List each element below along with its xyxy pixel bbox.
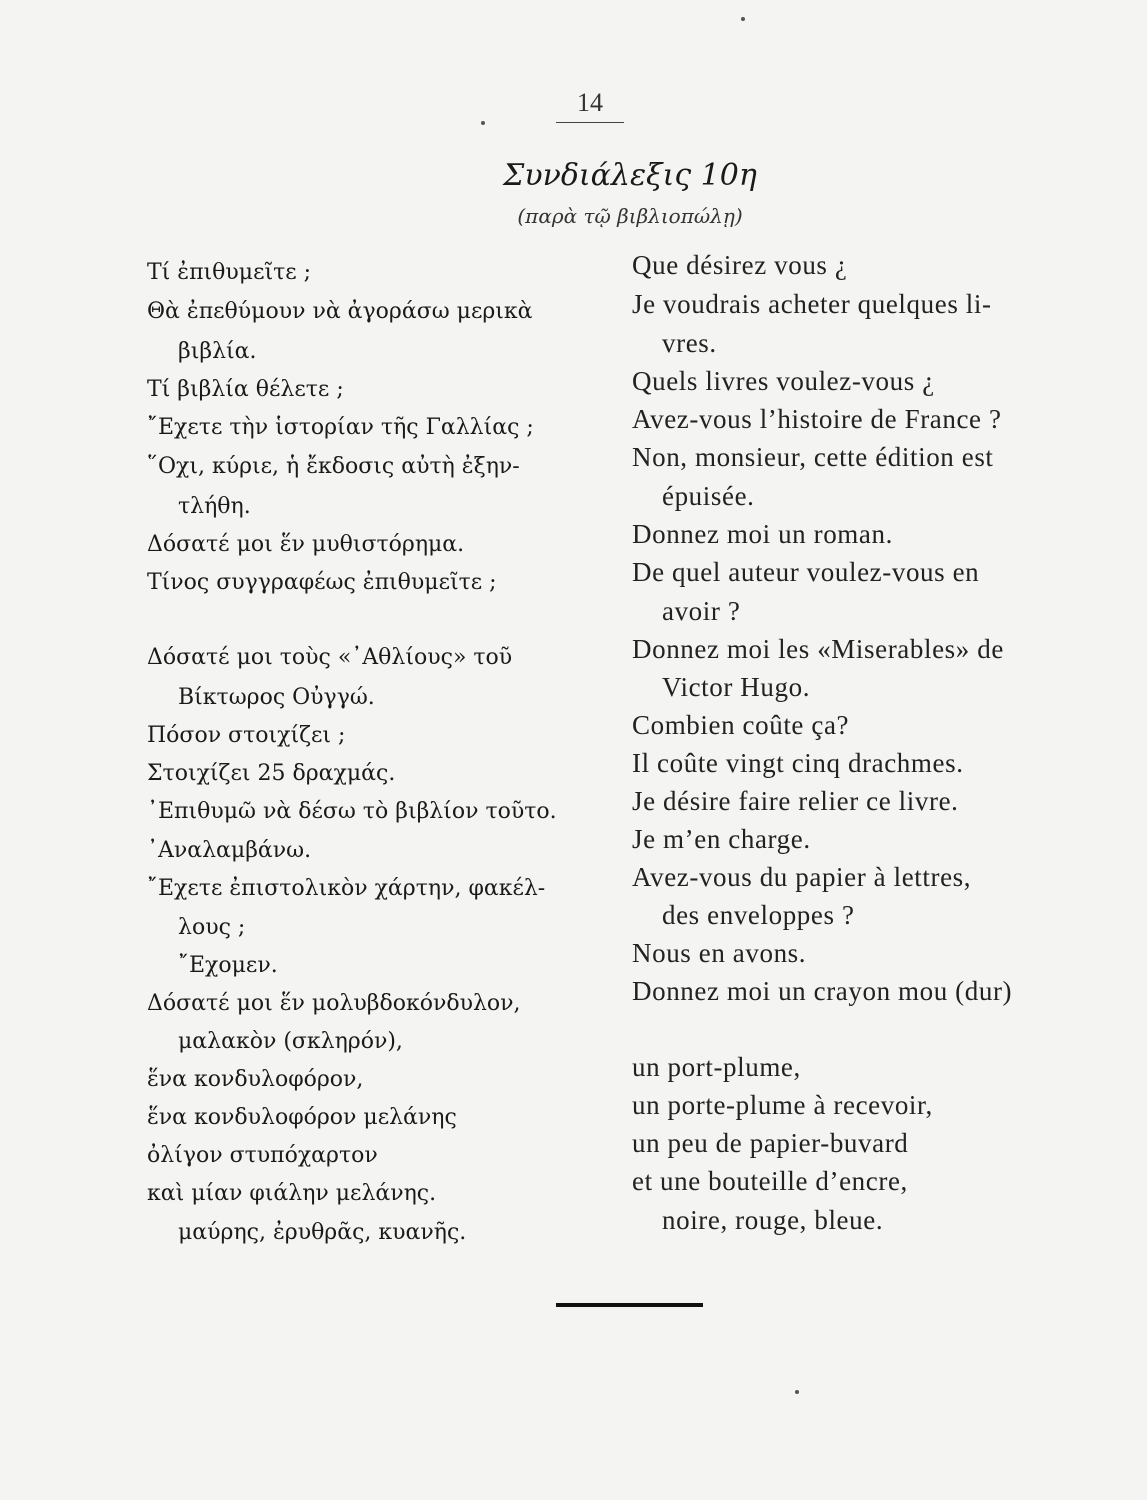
greek-line: καὶ μίαν φιάλην μελάνης.	[147, 1181, 437, 1206]
french-line: Il coûte vingt cinq drachmes.	[632, 748, 964, 778]
ink-speck	[481, 121, 485, 125]
french-line: Nous en avons.	[632, 938, 807, 968]
greek-line: Βίκτωρος Οὐγγώ.	[178, 685, 375, 710]
french-line: De quel auteur voulez-vous en	[632, 557, 980, 587]
greek-line: Δόσατέ μοι ἕν μολυβδοκόνδυλον,	[147, 991, 521, 1016]
greek-line: ὀλίγον στυπόχαρτον	[147, 1143, 378, 1168]
greek-line: Τί ἐπιθυμεῖτε ;	[147, 260, 312, 285]
greek-line: ῎Εχομεν.	[178, 953, 278, 978]
french-line: Que désirez vous ¿	[632, 250, 848, 280]
french-line: Je désire faire relier ce livre.	[632, 786, 959, 816]
french-line: Donnez moi un crayon mou (dur)	[632, 976, 1013, 1006]
greek-line: βιβλία.	[178, 339, 257, 364]
french-line: et une bouteille d’encre,	[632, 1166, 908, 1196]
french-line: Non, monsieur, cette édition est	[632, 442, 994, 472]
greek-line: μαλακὸν (σκληρόν),	[178, 1029, 403, 1054]
greek-line: Δόσατέ μοι τοὺς «᾿Αθλίους» τοῦ	[147, 645, 513, 670]
french-line: avoir ?	[662, 596, 741, 626]
greek-line: τλήθη.	[178, 494, 251, 519]
greek-line: ᾿Αναλαμβάνω.	[147, 838, 312, 863]
greek-line: ῞Οχι, κύριε, ἡ ἔκδοσις αὐτὴ ἐξην-	[147, 454, 520, 479]
french-line: Je m’en charge.	[632, 824, 811, 854]
french-line: Quels livres voulez-vous ¿	[632, 366, 935, 396]
greek-line: Πόσον στοιχίζει ;	[147, 723, 346, 748]
french-line: des enveloppes ?	[662, 900, 855, 930]
dialogue-title: Συνδιάλεξις 10η	[503, 158, 757, 193]
french-line: Avez-vous du papier à lettres,	[632, 862, 972, 892]
greek-line: ᾿Επιθυμῶ νὰ δέσω τὸ βιβλίον τοῦτο.	[147, 799, 557, 824]
greek-line: Στοιχίζει 25 δραχμάς.	[147, 761, 396, 786]
page-number-rule	[556, 122, 624, 123]
greek-line: ῎Εχετε τὴν ἱστορίαν τῆς Γαλλίας ;	[147, 415, 534, 440]
greek-line: ἕνα κονδυλοφόρον μελάνης	[147, 1105, 457, 1130]
french-line: noire, rouge, bleue.	[662, 1205, 884, 1235]
french-line: un port-plume,	[632, 1052, 801, 1082]
french-line: Donnez moi les «Miserables» de	[632, 634, 1004, 664]
greek-line: λους ;	[178, 915, 246, 940]
greek-line: μαύρης, ἐρυθρᾶς, κυανῆς.	[178, 1220, 467, 1245]
page-number: 14	[577, 88, 603, 117]
end-rule	[556, 1303, 703, 1307]
french-line: vres.	[662, 328, 717, 358]
french-line: Avez-vous l’histoire de France ?	[632, 404, 1002, 434]
greek-line: Τίνος συγγραφέως ἐπιθυμεῖτε ;	[147, 570, 497, 595]
greek-line: Θὰ ἐπεθύμουν νὰ ἀγοράσω μερικὰ	[147, 299, 533, 324]
greek-line: Τί βιβλία θέλετε ;	[147, 377, 344, 402]
french-line: un peu de papier-buvard	[632, 1128, 909, 1158]
french-line: un porte-plume à recevoir,	[632, 1090, 933, 1120]
greek-line: Δόσατέ μοι ἕν μυθιστόρημα.	[147, 532, 465, 557]
french-line: Je voudrais acheter quelques li-	[632, 289, 992, 319]
ink-speck	[795, 1390, 799, 1394]
french-line: Combien coûte ça?	[632, 710, 850, 740]
dialogue-subtitle: (παρὰ τῷ βιβλιοπώλῃ)	[517, 204, 743, 228]
greek-line: ῎Εχετε ἐπιστολικὸν χάρτην, φακέλ-	[147, 876, 546, 901]
greek-line: ἕνα κονδυλοφόρον,	[147, 1067, 364, 1092]
french-line: épuisée.	[662, 481, 755, 511]
french-line: Donnez moi un roman.	[632, 519, 893, 549]
ink-speck	[741, 17, 745, 21]
french-line: Victor Hugo.	[662, 672, 811, 702]
